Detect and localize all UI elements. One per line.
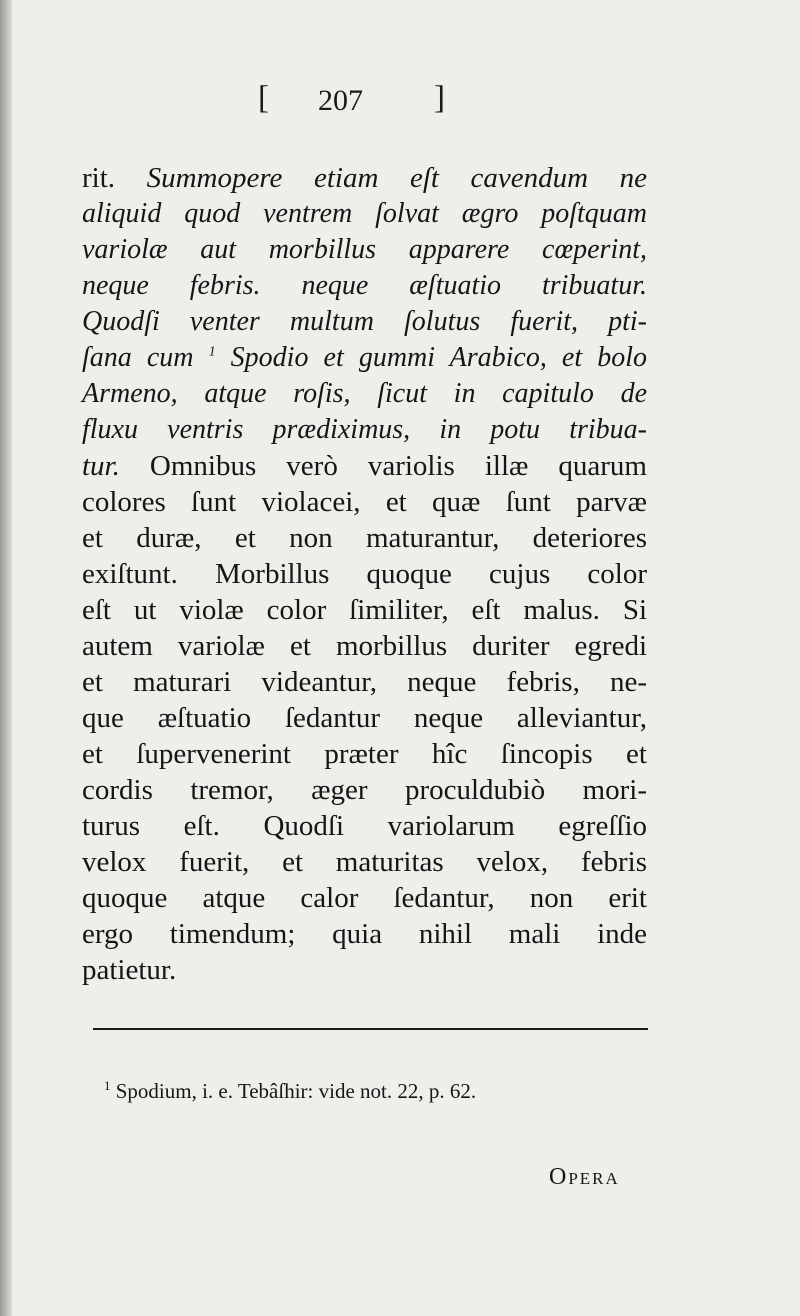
text-line-11: et duræ, et non maturantur, deteriores (82, 522, 647, 554)
text-line-1: rit. Summopere etiam eſt cavendum ne (82, 162, 647, 194)
text-line-23: patietur. (82, 954, 177, 986)
text-line-2: aliquid quod ventrem ſolvat ægro poſtquam (82, 198, 647, 229)
catchword: Opera (549, 1164, 620, 1190)
text-line-6: ſana cum $^1$ Spodio et gummi Arabico, et bolo (82, 342, 647, 373)
text-line-9: tur. Omnibus verò variolis illæ quarum (82, 450, 647, 482)
text-line-17: et ſupervenerint præter hîc ſincopis et (82, 738, 647, 770)
text-line-7: Armeno, atque roſis, ſicut in capitulo de (82, 378, 647, 409)
running-head (258, 80, 458, 130)
text-line-20: velox fuerit, et maturitas velox, febris (82, 846, 647, 878)
footnote-rule (93, 1028, 648, 1030)
text-line-12: exiſtunt. Morbillus quoque cujus color (82, 558, 647, 590)
text-line-15: et maturari videantur, neque febris, ne- (82, 666, 647, 698)
bracket-close: ] (434, 80, 445, 116)
text-line-10: colores ſunt violacei, et quæ ſunt parvæ (82, 486, 647, 518)
footnote-mark: 1 (104, 1078, 111, 1093)
page-edge-shadow (0, 0, 12, 1316)
body-text (82, 160, 647, 988)
text-line-18: cordis tremor, æger proculdubiò mori- (82, 774, 647, 806)
footnote (104, 1078, 476, 1104)
text-line-19: turus eſt. Quodſi variolarum egreſſio (82, 810, 647, 842)
text-line-13: eſt ut violæ color ſimiliter, eſt malus. Si (82, 594, 647, 626)
text-line-22: ergo timendum; quia nihil mali inde (82, 918, 647, 950)
bracket-open: [ (258, 80, 269, 116)
text-line-4: neque febris. neque æſtuatio tribuatur. (82, 270, 647, 301)
footnote-ref: 1 (208, 344, 216, 360)
text-line-14: autem variolæ et morbillus duriter egredi (82, 630, 647, 662)
footnote-text: Spodium, i. e. Tebâſhir: vide not. 22, p. 62. (115, 1079, 477, 1103)
text-line-16: que æſtuatio ſedantur neque alleviantur, (82, 702, 647, 734)
page-number: 207 (318, 84, 363, 117)
text-line-8: fluxu ventris prædiximus, in potu tribua- (82, 414, 647, 445)
text-line-21: quoque atque calor ſedantur, non erit (82, 882, 647, 914)
text-line-3: variolæ aut morbillus apparere cœperint, (82, 234, 647, 265)
text-line-5: Quodſi venter multum ſolutus fuerit, pti- (82, 306, 647, 337)
